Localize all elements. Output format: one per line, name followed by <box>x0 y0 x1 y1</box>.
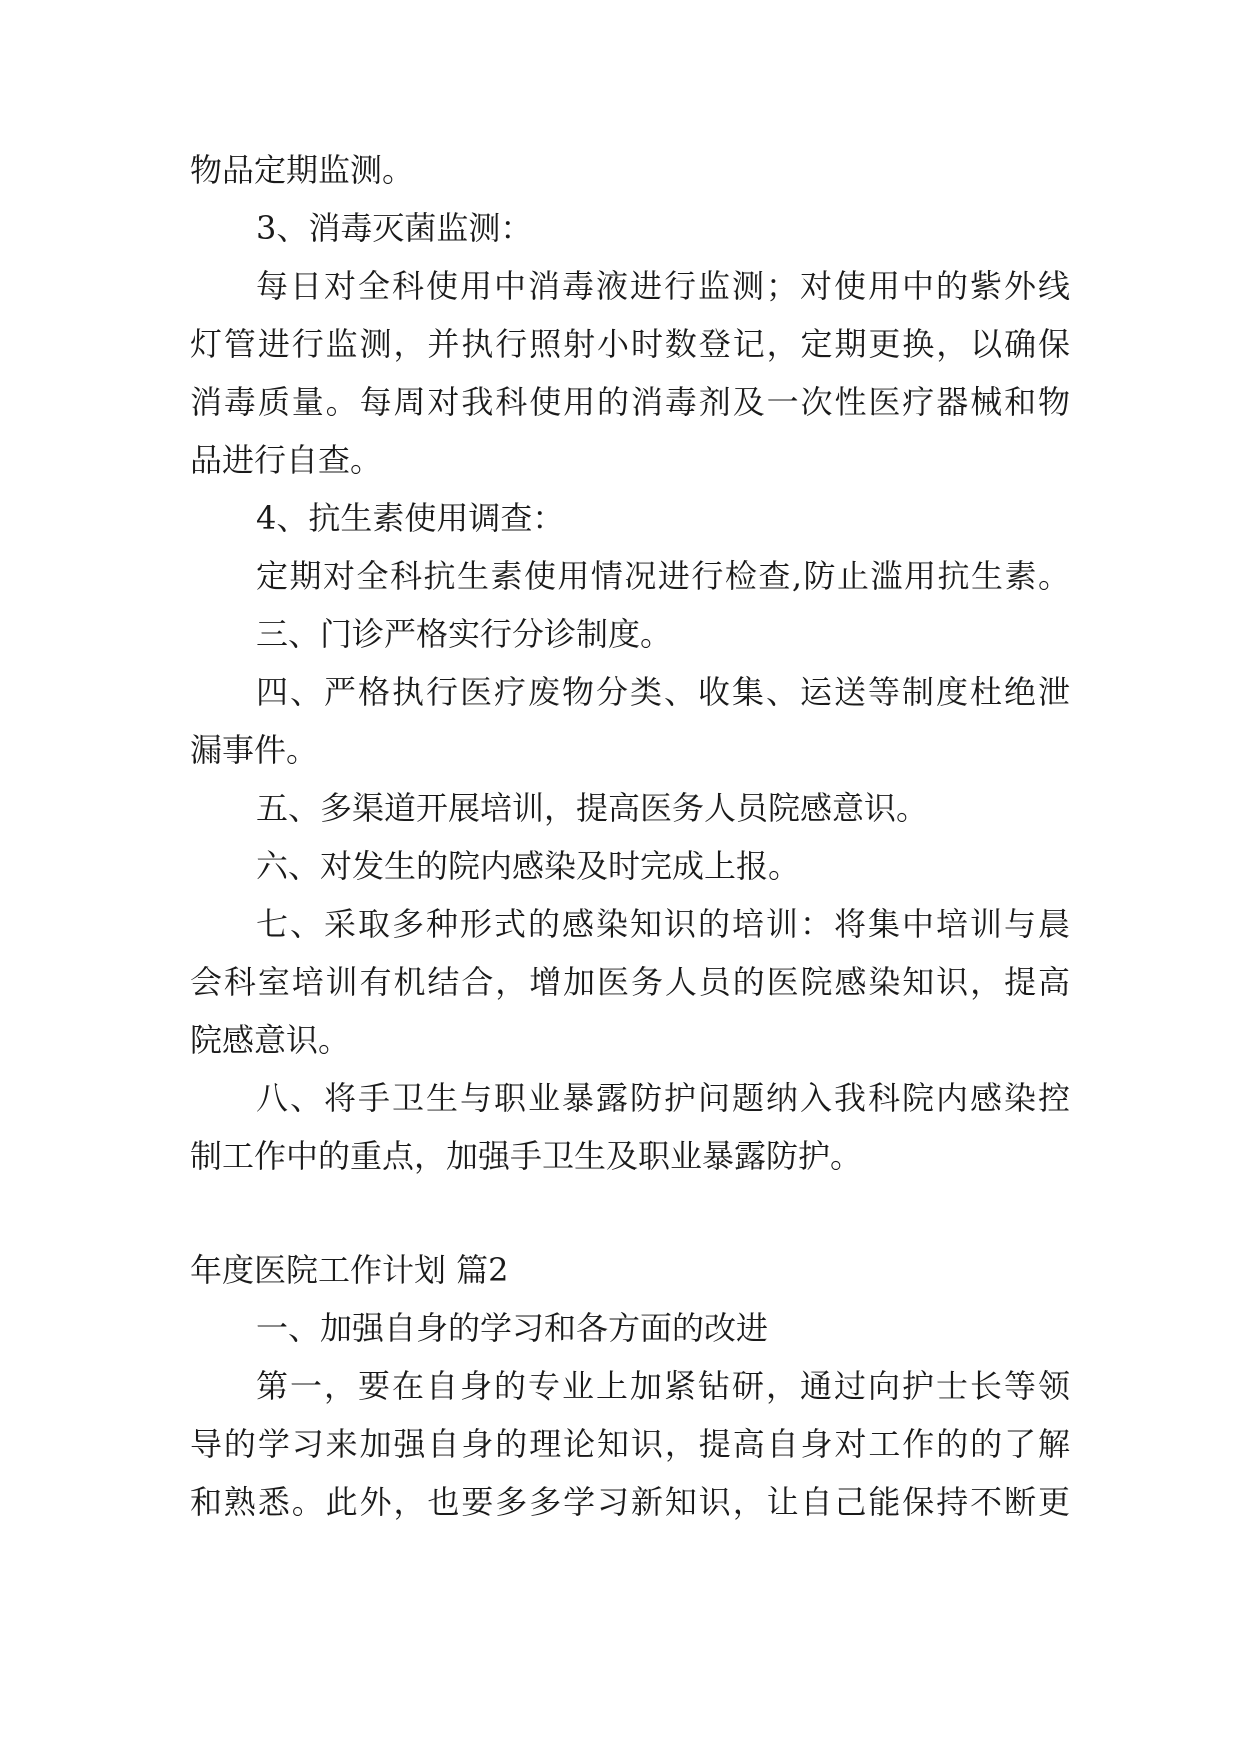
text-line: 五、多渠道开展培训，提高医务人员院感意识。 <box>256 789 929 827</box>
text-line: 导的学习来加强自身的理论知识，提高自身对工作的的了解 <box>190 1425 1070 1463</box>
text-line: 会科室培训有机结合，增加医务人员的医院感染知识，提高 <box>190 963 1070 1001</box>
text-line: 四、严格执行医疗废物分类、收集、运送等制度杜绝泄 <box>256 673 1070 711</box>
text-line: 灯管进行监测，并执行照射小时数登记，定期更换，以确保 <box>190 325 1070 363</box>
text-line: 和熟悉。此外，也要多多学习新知识，让自己能保持不断更 <box>190 1483 1070 1521</box>
text-line: 物品定期监测。 <box>190 151 415 189</box>
text-line: 每日对全科使用中消毒液进行监测；对使用中的紫外线 <box>256 267 1070 305</box>
text-line: 六、对发生的院内感染及时完成上报。 <box>256 847 801 885</box>
text-line: 院感意识。 <box>190 1021 351 1059</box>
text-line: 三、门诊严格实行分诊制度。 <box>256 615 673 653</box>
text-line: 品进行自查。 <box>190 441 383 479</box>
text-line: 定期对全科抗生素使用情况进行检查,防止滥用抗生素。 <box>256 557 1070 595</box>
text-line: 第一，要在自身的专业上加紧钻研，通过向护士长等领 <box>256 1367 1070 1405</box>
text-line: 漏事件。 <box>190 731 319 769</box>
text-line: 八、将手卫生与职业暴露防护问题纳入我科院内感染控 <box>256 1079 1070 1117</box>
text-line: 七、采取多种形式的感染知识的培训：将集中培训与晨 <box>256 905 1070 943</box>
section-heading: 年度医院工作计划 篇2 <box>190 1251 509 1289</box>
text-line: 一、加强自身的学习和各方面的改进 <box>256 1309 769 1347</box>
text-line: 消毒质量。每周对我科使用的消毒剂及一次性医疗器械和物 <box>190 383 1070 421</box>
text-line: 4、抗生素使用调查： <box>256 499 565 537</box>
text-line: 3、消毒灭菌监测： <box>256 209 533 247</box>
text-line: 制工作中的重点，加强手卫生及职业暴露防护。 <box>190 1137 863 1175</box>
